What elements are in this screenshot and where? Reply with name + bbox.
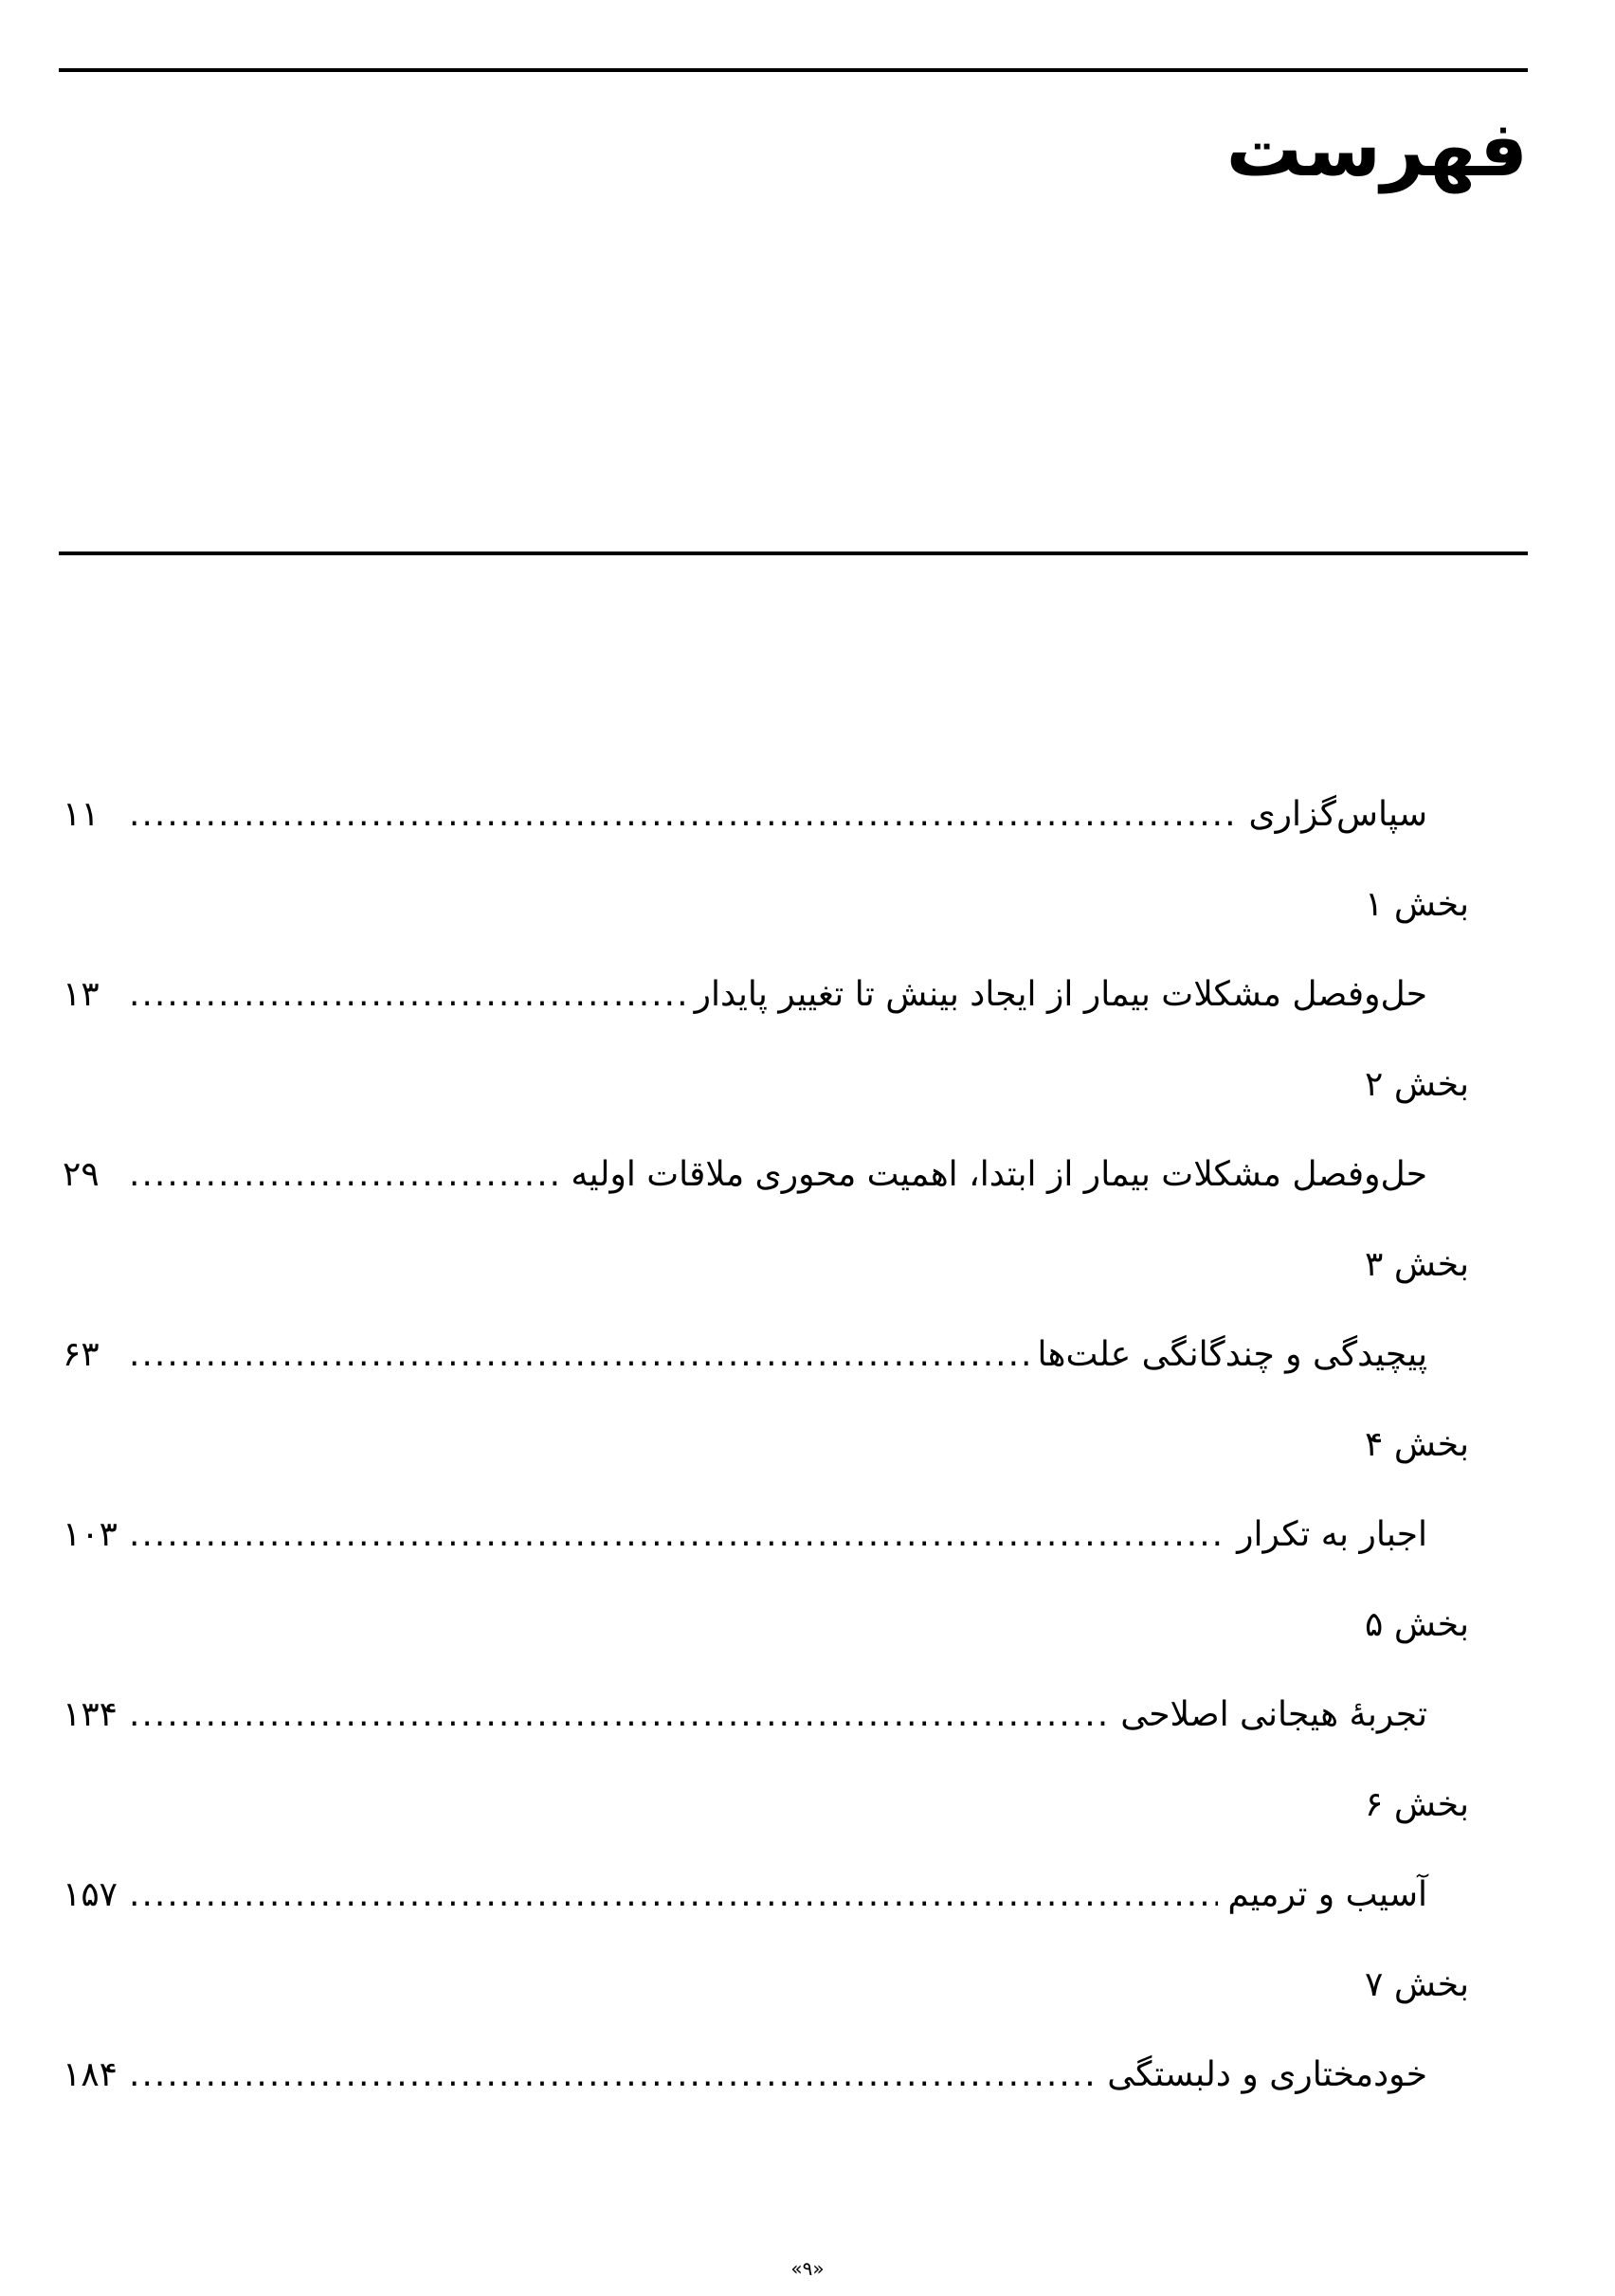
toc-entry-label: سپاس‌گزاری: [1248, 794, 1427, 834]
toc-page-number: ۱۱: [63, 794, 100, 834]
dot-leader: [129, 1878, 1218, 1912]
toc-entry[interactable]: [63, 2030, 1469, 2120]
dot-leader: [129, 1158, 561, 1192]
toc-page-number: ۶۳: [63, 1334, 100, 1374]
toc-entry-label: آسیب و ترمیم: [1227, 1874, 1427, 1914]
toc-entry-label: اجبار به تکرار: [1237, 1514, 1427, 1554]
table-of-contents: [63, 769, 1469, 2120]
toc-entry-acknowledgements[interactable]: [63, 769, 1469, 859]
dot-leader: [129, 1338, 1028, 1372]
page-title: فهرست: [1225, 105, 1528, 193]
toc-entry[interactable]: [63, 1670, 1469, 1760]
part-label: بخش ۲: [1365, 1064, 1469, 1104]
page-number-footer: «۹»: [790, 2257, 825, 2280]
toc-part-heading: [63, 1400, 1469, 1490]
toc-entry-label: حل‌وفصل مشکلات بیمار از ابتدا، اهمیت محوری ملاقات اولیه: [571, 1154, 1427, 1194]
part-label: بخش ۳: [1365, 1244, 1469, 1284]
toc-part-heading: [63, 1760, 1469, 1850]
top-rule: [59, 68, 1528, 72]
dot-leader: [129, 798, 1239, 832]
toc-page-number: ۲۹: [63, 1154, 100, 1194]
toc-entry-label: پیچیدگی و چندگانگی علت‌ها: [1037, 1334, 1427, 1374]
part-label: بخش ۱: [1365, 884, 1469, 924]
toc-part-heading: [63, 859, 1469, 949]
toc-entry-label: خودمختاری و دلبستگی: [1107, 2054, 1427, 2094]
toc-part-heading: [63, 1220, 1469, 1310]
toc-page-number: ۱۳: [63, 974, 100, 1014]
part-label: بخش ۶: [1365, 1784, 1469, 1824]
dot-leader: [129, 1518, 1227, 1552]
toc-entry[interactable]: [63, 1490, 1469, 1580]
toc-part-heading: [63, 1940, 1469, 2030]
toc-entry[interactable]: [63, 1310, 1469, 1400]
toc-entry-label: تجربۀ هیجانی اصلاحی: [1120, 1694, 1427, 1734]
dot-leader: [129, 978, 685, 1012]
toc-entry-label: حل‌وفصل مشکلات بیمار از ایجاد بینش تا تغییر پایدار: [694, 974, 1427, 1014]
part-label: بخش ۷: [1365, 1964, 1469, 2004]
toc-part-heading: [63, 1040, 1469, 1130]
toc-page-number: ۱۰۳: [63, 1514, 118, 1554]
toc-part-heading: [63, 1580, 1469, 1670]
toc-page-number: ۱۵۷: [63, 1874, 118, 1914]
part-label: بخش ۵: [1365, 1604, 1469, 1644]
toc-entry[interactable]: [63, 1850, 1469, 1940]
part-label: بخش ۴: [1365, 1424, 1469, 1464]
toc-entry[interactable]: [63, 1130, 1469, 1220]
dot-leader: [129, 2058, 1098, 2092]
toc-entry[interactable]: [63, 949, 1469, 1040]
toc-page-number: ۱۸۴: [63, 2054, 118, 2094]
toc-page-number: ۱۳۴: [63, 1694, 118, 1734]
title-rule: [59, 551, 1528, 555]
dot-leader: [129, 1698, 1111, 1732]
